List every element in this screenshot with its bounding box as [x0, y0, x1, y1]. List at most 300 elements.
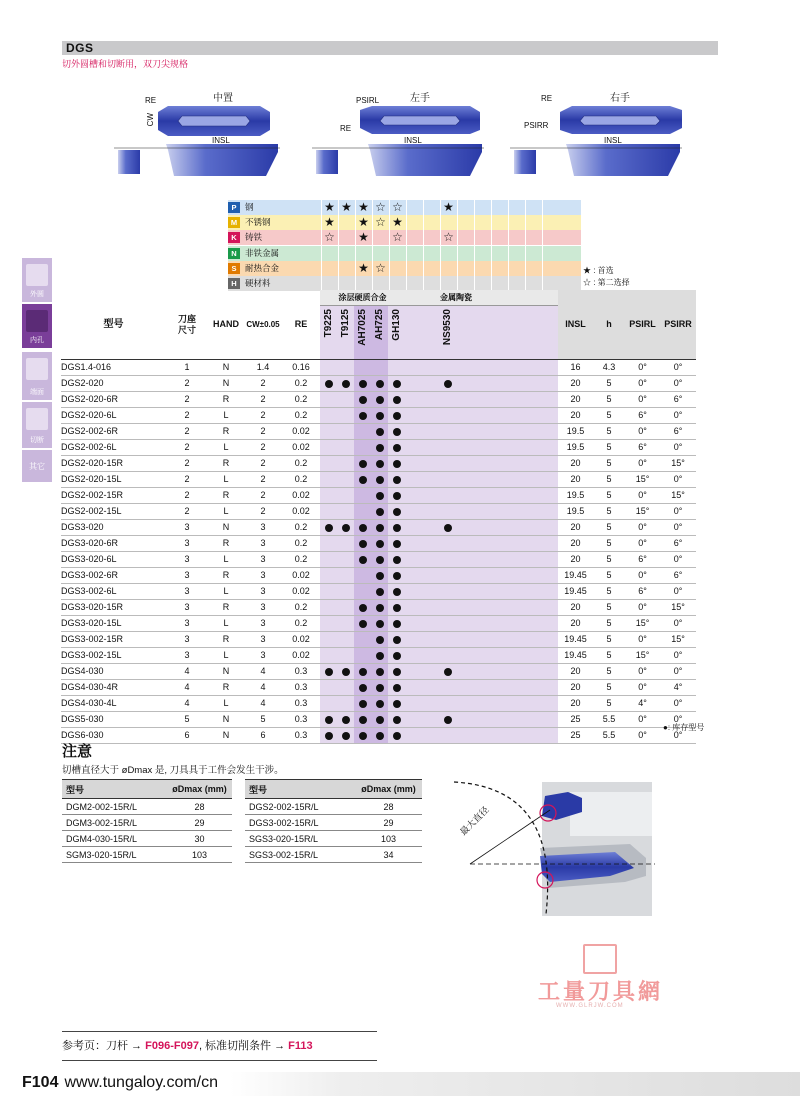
material-grid-line [457, 261, 458, 276]
col-size: 刀座 尺寸 [166, 290, 208, 360]
material-grid-line [491, 200, 492, 215]
cell-grade-stock [337, 440, 354, 456]
cell-grade-stock [422, 504, 439, 520]
stock-dot [359, 524, 367, 532]
cell-grade-stock [354, 664, 371, 680]
cell-grade-stock [473, 360, 490, 376]
cell-insl: 19.5 [558, 440, 593, 456]
cell-grade-stock [354, 632, 371, 648]
cell-grade-stock [320, 728, 337, 744]
cell-psirl: 0° [625, 456, 660, 472]
cell-cw: 4 [244, 664, 282, 680]
cell-grade-stock [507, 600, 524, 616]
stock-dot [359, 604, 367, 612]
stock-dot [359, 540, 367, 548]
stock-dot [359, 620, 367, 628]
dmax-cell-dmax: 29 [167, 815, 232, 831]
cell-grade-stock [473, 376, 490, 392]
cell-grade-stock [439, 360, 456, 376]
dmax-cell-dmax: 103 [355, 831, 422, 847]
material-grid-line [525, 215, 526, 230]
cell-grade-stock [405, 440, 422, 456]
right-re-label: RE [541, 94, 553, 103]
cell-grade-stock [439, 600, 456, 616]
stock-dot [342, 524, 350, 532]
cell-hand: R [208, 456, 244, 472]
cell-grade-stock [320, 712, 337, 728]
cell-re: 0.3 [282, 712, 320, 728]
cell-grade-stock [422, 360, 439, 376]
stock-dot [376, 492, 384, 500]
cell-grade-stock [354, 440, 371, 456]
stock-dot [393, 684, 401, 692]
cell-grade-stock [371, 360, 388, 376]
cell-grade-stock [524, 584, 541, 600]
material-grid-line [423, 215, 424, 230]
cell-grade-stock [354, 504, 371, 520]
cell-grade-stock [320, 504, 337, 520]
cell-hand: L [208, 440, 244, 456]
dmax-cell-dmax: 29 [355, 815, 422, 831]
cell-model: DGS3-002-6R [61, 568, 166, 584]
side-tab-face[interactable]: 端面 [22, 352, 52, 400]
cell-h: 5 [593, 456, 625, 472]
cell-grade-stock [422, 488, 439, 504]
cell-psirr: 0° [660, 584, 696, 600]
cell-grade-stock [456, 520, 473, 536]
cell-psirr: 0° [660, 408, 696, 424]
cell-grade-stock [473, 648, 490, 664]
left-insl-label: INSL [404, 136, 422, 145]
cell-grade-stock [456, 536, 473, 552]
cell-re: 0.2 [282, 392, 320, 408]
variant-center-label: 中置 [213, 93, 233, 104]
material-grid-line [525, 200, 526, 215]
cell-insl: 19.45 [558, 568, 593, 584]
cell-re: 0.02 [282, 648, 320, 664]
footer-url[interactable]: www.tungaloy.com/cn [64, 1074, 219, 1091]
cell-grade-stock [371, 456, 388, 472]
cell-grade-stock [507, 728, 524, 744]
cell-h: 4.3 [593, 360, 625, 376]
cell-grade-stock [541, 408, 558, 424]
stock-dot [444, 668, 452, 676]
material-grid-line [491, 276, 492, 291]
cell-psirr: 0° [660, 376, 696, 392]
material-grid-line [491, 215, 492, 230]
cell-re: 0.16 [282, 360, 320, 376]
cell-grade-stock [337, 712, 354, 728]
cell-hand: R [208, 632, 244, 648]
cell-size: 3 [166, 648, 208, 664]
notes-text: 切槽直径大于 øDmax 是, 刀具具于工件会发生干涉。 [62, 765, 284, 776]
material-grid-line [423, 261, 424, 276]
cell-grade-stock [541, 472, 558, 488]
dmax-row [245, 799, 422, 815]
cell-h: 5 [593, 536, 625, 552]
cell-cw: 2 [244, 376, 282, 392]
cell-grade-stock [320, 472, 337, 488]
stock-dot [393, 460, 401, 468]
stock-dot [342, 380, 350, 388]
cell-model: DGS2-002-6R [61, 424, 166, 440]
cell-re: 0.02 [282, 440, 320, 456]
cell-hand: R [208, 536, 244, 552]
cell-grade-stock [456, 472, 473, 488]
material-rating-mark: ☆ [375, 215, 386, 230]
cell-grade-stock [439, 488, 456, 504]
cell-grade-stock [405, 392, 422, 408]
cell-hand: R [208, 600, 244, 616]
cell-grade-stock [388, 440, 405, 456]
material-rating-mark: ☆ [392, 230, 403, 245]
material-name: 铸铁 [245, 232, 263, 243]
cell-psirl: 0° [625, 712, 660, 728]
cell-model: DGS4-030-4R [61, 680, 166, 696]
cell-grade-stock [473, 504, 490, 520]
cell-model: DGS4-030 [61, 664, 166, 680]
material-rating-mark: ★ [392, 215, 403, 230]
stock-dot [359, 684, 367, 692]
reference-line [62, 1037, 313, 1053]
cell-cw: 3 [244, 616, 282, 632]
cell-h: 5 [593, 392, 625, 408]
cell-grade-stock [490, 568, 507, 584]
material-grid-line [457, 230, 458, 245]
stock-dot [393, 588, 401, 596]
cell-grade-stock [524, 520, 541, 536]
material-grid-line [457, 215, 458, 230]
cell-insl: 20 [558, 456, 593, 472]
cell-hand: N [208, 664, 244, 680]
cell-grade-stock [507, 456, 524, 472]
stock-dot [393, 572, 401, 580]
watermark-url: WWW.GLRJW.COM [556, 1003, 624, 1009]
cell-insl: 19.45 [558, 584, 593, 600]
cell-cw: 2 [244, 488, 282, 504]
cell-re: 0.2 [282, 472, 320, 488]
cell-hand: R [208, 568, 244, 584]
cell-grade-stock [337, 632, 354, 648]
cell-grade-stock [371, 632, 388, 648]
cell-grade-stock [371, 568, 388, 584]
stock-dot [444, 716, 452, 724]
diagram-max-diameter-label: 最大直径 [458, 804, 491, 838]
cell-grade-stock [320, 392, 337, 408]
cell-insl: 20 [558, 680, 593, 696]
material-grid-line [474, 246, 475, 261]
cell-re: 0.02 [282, 568, 320, 584]
cell-grade-stock [490, 664, 507, 680]
cell-hand: L [208, 472, 244, 488]
cell-size: 1 [166, 360, 208, 376]
legend-hollow-star: ☆ : 第二选择 [583, 278, 630, 287]
cell-grade-stock [422, 456, 439, 472]
cell-grade-stock [490, 616, 507, 632]
table-row [61, 728, 696, 744]
cell-h: 5 [593, 584, 625, 600]
cell-psirr: 0° [660, 520, 696, 536]
cell-grade-stock [456, 584, 473, 600]
cell-grade-stock [507, 440, 524, 456]
center-insl-label: INSL [212, 136, 230, 145]
stock-dot [393, 668, 401, 676]
cell-grade-stock [541, 456, 558, 472]
cell-grade-stock [422, 568, 439, 584]
cell-re: 0.02 [282, 504, 320, 520]
cell-psirl: 6° [625, 584, 660, 600]
cell-re: 0.2 [282, 600, 320, 616]
cell-grade-stock [439, 696, 456, 712]
stock-dot [376, 508, 384, 516]
cell-cw: 2 [244, 504, 282, 520]
dmax-left-col-dmax: øDmax (mm) [167, 780, 232, 799]
col-model: 型号 [61, 290, 166, 360]
variant-left-label: 左手 [410, 93, 430, 104]
cell-grade-stock [541, 680, 558, 696]
material-grid-line [440, 261, 441, 276]
side-tab-other[interactable]: 其它 [22, 450, 52, 482]
reference-holders-link[interactable]: F096-F097 [145, 1040, 199, 1052]
grade-header [337, 306, 354, 360]
cell-grade-stock [524, 360, 541, 376]
cell-grade-stock [439, 728, 456, 744]
cell-hand: L [208, 408, 244, 424]
cell-re: 0.02 [282, 632, 320, 648]
cut-off-icon [26, 408, 48, 430]
cell-grade-stock [473, 536, 490, 552]
cell-h: 5 [593, 408, 625, 424]
cell-grade-stock [371, 520, 388, 536]
dmax-left-col-model: 型号 [62, 780, 167, 799]
cell-grade-stock [456, 712, 473, 728]
cell-re: 0.2 [282, 376, 320, 392]
material-grid-line [474, 261, 475, 276]
cell-grade-stock [354, 568, 371, 584]
cell-grade-stock [354, 392, 371, 408]
group-blank [405, 290, 439, 306]
cell-grade-stock [388, 680, 405, 696]
cell-grade-stock [405, 456, 422, 472]
cell-grade-stock [405, 680, 422, 696]
table-row [61, 600, 696, 616]
material-grid-line [491, 246, 492, 261]
cell-grade-stock [490, 536, 507, 552]
cell-model: DGS2-020-6R [61, 392, 166, 408]
dmax-cell-model: DGM4-030-15R/L [62, 831, 167, 847]
cell-psirr: 15° [660, 456, 696, 472]
cell-h: 5 [593, 632, 625, 648]
reference-conditions-link[interactable]: F113 [288, 1040, 313, 1052]
cell-insl: 20 [558, 408, 593, 424]
stock-dot [376, 652, 384, 660]
cell-grade-stock [439, 584, 456, 600]
stock-dot [359, 668, 367, 676]
material-grid-line [525, 261, 526, 276]
cell-grade-stock [456, 600, 473, 616]
cell-insl: 20 [558, 600, 593, 616]
dmax-cell-model: DGS3-002-15R/L [245, 815, 355, 831]
cell-psirr: 6° [660, 568, 696, 584]
cell-grade-stock [337, 456, 354, 472]
cell-model: DGS2-020-6L [61, 408, 166, 424]
side-tab-internal[interactable]: 内孔 [22, 304, 52, 348]
cell-grade-stock [320, 616, 337, 632]
material-name: 非铁金属 [245, 247, 280, 258]
cell-grade-stock [388, 600, 405, 616]
grade-name: T9225 [323, 309, 334, 338]
cell-grade-stock [541, 600, 558, 616]
cell-grade-stock [507, 360, 524, 376]
cell-grade-stock [524, 696, 541, 712]
material-code-badge: S [228, 263, 240, 274]
page-footer [22, 1074, 218, 1092]
cell-h: 5 [593, 664, 625, 680]
cell-grade-stock [456, 696, 473, 712]
material-grid-line [542, 230, 543, 245]
material-grid-line [542, 246, 543, 261]
cell-grade-stock [473, 616, 490, 632]
dmax-cell-model: DGM3-002-15R/L [62, 815, 167, 831]
cell-grade-stock [320, 680, 337, 696]
cell-grade-stock [337, 520, 354, 536]
cell-grade-stock [473, 392, 490, 408]
cell-psirl: 0° [625, 424, 660, 440]
material-rating-mark: ★ [324, 200, 335, 214]
stock-dot [444, 524, 452, 532]
cell-grade-stock [439, 568, 456, 584]
cell-psirr: 0° [660, 728, 696, 744]
material-grid-line [389, 276, 390, 291]
reference-divider [62, 1031, 377, 1032]
cell-grade-stock [354, 424, 371, 440]
group-coated-carbide: 涂层硬质合金 [320, 290, 405, 306]
cell-insl: 20 [558, 552, 593, 568]
cell-grade-stock [422, 536, 439, 552]
material-rating-mark: ☆ [443, 230, 454, 245]
cell-hand: L [208, 504, 244, 520]
cell-grade-stock [524, 632, 541, 648]
cell-psirl: 0° [625, 600, 660, 616]
cell-grade-stock [439, 552, 456, 568]
table-row [61, 424, 696, 440]
col-re: RE [282, 290, 320, 360]
left-insert-top [360, 106, 480, 134]
material-grid-line [457, 200, 458, 215]
cell-grade-stock [371, 408, 388, 424]
section-title: DGS [66, 41, 94, 55]
cell-model: DGS4-030-4L [61, 696, 166, 712]
cell-grade-stock [405, 520, 422, 536]
cell-grade-stock [354, 680, 371, 696]
stock-dot [393, 476, 401, 484]
cell-size: 3 [166, 520, 208, 536]
grade-header [405, 306, 422, 360]
cell-cw: 2 [244, 472, 282, 488]
cell-grade-stock [490, 648, 507, 664]
cell-grade-stock [524, 392, 541, 408]
side-tab-cutoff[interactable]: 切断 [22, 402, 52, 448]
cell-grade-stock [405, 600, 422, 616]
table-row [61, 584, 696, 600]
cell-grade-stock [490, 632, 507, 648]
cell-re: 0.02 [282, 424, 320, 440]
cell-grade-stock [371, 584, 388, 600]
dmax-cell-dmax: 34 [355, 847, 422, 863]
stock-dot [376, 636, 384, 644]
cell-grade-stock [320, 488, 337, 504]
table-row [61, 456, 696, 472]
material-grid-line [508, 246, 509, 261]
cell-grade-stock [456, 568, 473, 584]
cell-cw: 4 [244, 680, 282, 696]
cell-psirr: 0° [660, 552, 696, 568]
cell-grade-stock [507, 584, 524, 600]
cell-grade-stock [405, 408, 422, 424]
cell-grade-stock [388, 552, 405, 568]
cell-cw: 2 [244, 440, 282, 456]
stock-dot [376, 620, 384, 628]
cell-grade-stock [388, 456, 405, 472]
cell-grade-stock [354, 696, 371, 712]
material-grid-line [525, 246, 526, 261]
cell-grade-stock [456, 504, 473, 520]
cell-insl: 19.5 [558, 424, 593, 440]
cell-psirr: 15° [660, 632, 696, 648]
material-grid-line [372, 276, 373, 291]
material-grid-line [406, 246, 407, 261]
table-row [61, 616, 696, 632]
grade-header [507, 306, 524, 360]
cell-re: 0.3 [282, 728, 320, 744]
cell-grade-stock [439, 680, 456, 696]
cell-grade-stock [422, 648, 439, 664]
cell-grade-stock [524, 664, 541, 680]
material-grid-line [423, 246, 424, 261]
stock-dot [393, 636, 401, 644]
cell-grade-stock [337, 424, 354, 440]
cell-grade-stock [541, 648, 558, 664]
side-tab-external[interactable]: 外圆 [22, 258, 52, 302]
grade-name: T9125 [340, 309, 351, 338]
internal-turning-icon [26, 310, 48, 332]
material-grid-line [491, 230, 492, 245]
cell-h: 5 [593, 440, 625, 456]
grade-header [388, 306, 405, 360]
cell-model: DGS3-020-15L [61, 616, 166, 632]
center-insert-side [114, 144, 280, 176]
stock-dot [393, 380, 401, 388]
material-grid-line [508, 200, 509, 215]
cell-grade-stock [490, 392, 507, 408]
cell-grade-stock [541, 616, 558, 632]
cell-grade-stock [320, 536, 337, 552]
cell-grade-stock [320, 408, 337, 424]
cell-grade-stock [354, 600, 371, 616]
material-grid-line [491, 261, 492, 276]
cell-grade-stock [371, 472, 388, 488]
stock-dot [393, 732, 401, 740]
dmax-row [245, 831, 422, 847]
cell-grade-stock [507, 648, 524, 664]
material-grid-line [525, 276, 526, 291]
stock-dot [325, 380, 333, 388]
cell-grade-stock [456, 360, 473, 376]
cell-grade-stock [405, 552, 422, 568]
cell-grade-stock [473, 728, 490, 744]
cell-insl: 20 [558, 376, 593, 392]
material-grid-line [406, 215, 407, 230]
